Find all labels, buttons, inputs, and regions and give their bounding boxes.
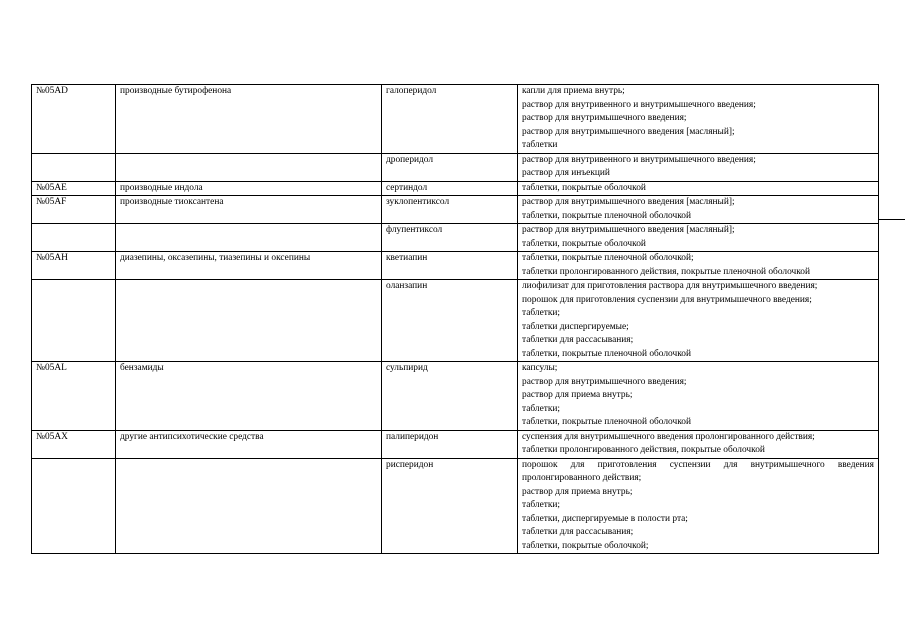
table-row xyxy=(32,280,879,362)
drug-name: флупентиксол xyxy=(386,225,443,235)
group-name: диазепины, оксазепины, тиазепины и оксепины xyxy=(120,253,311,263)
atc-code: №05AE xyxy=(36,182,67,193)
group-name: производные бутирофенона xyxy=(120,86,232,96)
dosage-form-item: раствор для внутримышечного введения [масляный]; xyxy=(522,197,735,207)
atc-code-cell xyxy=(32,224,116,252)
drug-name: дроперидол xyxy=(386,154,434,165)
dosage-form-item: капсулы; xyxy=(522,363,558,373)
dosage-form-item: таблетки; xyxy=(522,500,561,510)
dosage-form-item: таблетки, диспергируемые в полости рта; xyxy=(522,513,688,524)
dosage-form-item: таблетки, покрытые оболочкой; xyxy=(522,540,649,551)
dosage-forms-cell xyxy=(518,196,879,224)
group-name-cell xyxy=(116,362,382,431)
dosage-form-item: раствор для внутривенного и внутримышечного введения; xyxy=(522,154,756,165)
drug-name: кветиапин xyxy=(386,253,428,263)
margin-line xyxy=(878,219,905,220)
drug-name: сульпирид xyxy=(386,363,428,373)
dosage-forms-cell xyxy=(518,224,879,252)
dosage-form-item: раствор для внутримышечного введения [масляный]; xyxy=(522,126,735,137)
drug-name-cell xyxy=(382,362,518,431)
atc-code-cell xyxy=(32,252,116,280)
dosage-form-item: таблетки, покрытые оболочкой xyxy=(522,182,646,193)
dosage-form-item: таблетки, покрытые пленочной оболочкой xyxy=(522,210,691,221)
drug-name-cell xyxy=(382,252,518,280)
group-name-cell xyxy=(116,224,382,252)
dosage-form-item: раствор для внутримышечного введения [масляный]; xyxy=(522,225,735,235)
atc-code: №05AF xyxy=(36,197,67,207)
dosage-form-item: таблетки для рассасывания; xyxy=(522,527,634,537)
drug-name-cell xyxy=(382,196,518,224)
drug-name-cell xyxy=(382,224,518,252)
atc-code-cell xyxy=(32,280,116,362)
dosage-forms-cell xyxy=(518,181,879,196)
dosage-form-item: порошок для приготовления суспензии для внутримышечного введения; xyxy=(522,294,812,305)
atc-code: №05AL xyxy=(36,363,67,373)
dosage-form-item: таблетки, покрытые оболочкой xyxy=(522,238,646,249)
group-name-cell xyxy=(116,280,382,362)
group-name-cell xyxy=(116,252,382,280)
drug-name: оланзапин xyxy=(386,281,428,291)
group-name-cell xyxy=(116,458,382,554)
dosage-forms-cell xyxy=(518,280,879,362)
atc-code: №05AD xyxy=(36,86,68,96)
dosage-form-item: раствор для внутримышечного введения; xyxy=(522,376,687,387)
dosage-form-item: таблетки пролонгированного действия, покрытые пленочной оболочкой xyxy=(522,266,811,277)
atc-code-cell xyxy=(32,196,116,224)
drug-name: зуклопентиксол xyxy=(386,197,450,207)
dosage-form-item: раствор для инъекций xyxy=(522,168,610,178)
dosage-forms-cell xyxy=(518,252,879,280)
table-row xyxy=(32,458,879,554)
atc-code-cell xyxy=(32,85,116,154)
drug-name: сертиндол xyxy=(386,182,428,193)
atc-code: №05AH xyxy=(36,253,68,263)
drug-name: рисперидон xyxy=(386,459,434,470)
group-name-cell xyxy=(116,196,382,224)
dosage-form-item: таблетки; xyxy=(522,308,561,318)
dosage-form-item: таблетки для рассасывания; xyxy=(522,335,634,345)
atc-code-cell xyxy=(32,362,116,431)
dosage-forms-cell xyxy=(518,362,879,431)
atc-code-cell xyxy=(32,430,116,458)
table-row xyxy=(32,224,879,252)
table-row xyxy=(32,85,879,154)
drug-name-cell xyxy=(382,280,518,362)
atc-code: №05AX xyxy=(36,431,68,442)
table-row xyxy=(32,362,879,431)
dosage-form-item: порошок для приготовления суспензии для внутримышечного введения пролонгированного действия; xyxy=(522,459,874,483)
drug-table-body xyxy=(32,85,879,554)
group-name-cell xyxy=(116,85,382,154)
table-row xyxy=(32,181,879,196)
drug-name-cell xyxy=(382,181,518,196)
group-name-cell xyxy=(116,181,382,196)
group-name-cell xyxy=(116,430,382,458)
drug-name-cell xyxy=(382,458,518,554)
atc-code-cell xyxy=(32,458,116,554)
dosage-form-item: таблетки; xyxy=(522,403,561,414)
dosage-form-item: раствор для внутривенного и внутримышечного введения; xyxy=(522,99,756,110)
group-name: бензамиды xyxy=(120,363,164,373)
dosage-form-item: раствор для приема внутрь; xyxy=(522,486,633,497)
dosage-form-item: таблетки xyxy=(522,140,558,150)
dosage-form-item: таблетки, покрытые пленочной оболочкой xyxy=(522,348,691,359)
dosage-forms-cell xyxy=(518,153,879,181)
group-name: производные индола xyxy=(120,182,203,193)
dosage-form-item: таблетки диспергируемые; xyxy=(522,321,629,332)
dosage-form-item: лиофилизат для приготовления раствора для внутримышечного введения; xyxy=(522,281,818,291)
dosage-forms-cell xyxy=(518,430,879,458)
atc-code-cell xyxy=(32,153,116,181)
drug-name: галоперидол xyxy=(386,86,437,96)
table-row xyxy=(32,252,879,280)
dosage-form-item: таблетки, покрытые пленочной оболочкой; xyxy=(522,253,694,263)
dosage-form-item: суспензия для внутримышечного введения пролонгированного действия; xyxy=(522,431,815,442)
dosage-form-item: таблетки пролонгированного действия, покрытые оболочкой xyxy=(522,445,765,455)
table-row xyxy=(32,196,879,224)
atc-code-cell xyxy=(32,181,116,196)
dosage-form-item: капли для приема внутрь; xyxy=(522,86,625,96)
drug-name-cell xyxy=(382,153,518,181)
dosage-forms-cell xyxy=(518,458,879,554)
dosage-form-item: таблетки, покрытые пленочной оболочкой xyxy=(522,417,691,427)
table-row xyxy=(32,153,879,181)
drug-table xyxy=(31,84,879,554)
table-row xyxy=(32,430,879,458)
dosage-forms-cell xyxy=(518,85,879,154)
group-name-cell xyxy=(116,153,382,181)
drug-name: палиперидон xyxy=(386,431,439,442)
drug-name-cell xyxy=(382,430,518,458)
dosage-form-item: раствор для внутримышечного введения; xyxy=(522,113,687,123)
group-name: производные тиоксантена xyxy=(120,197,224,207)
group-name: другие антипсихотические средства xyxy=(120,431,264,442)
dosage-form-item: раствор для приема внутрь; xyxy=(522,390,633,400)
drug-name-cell xyxy=(382,85,518,154)
